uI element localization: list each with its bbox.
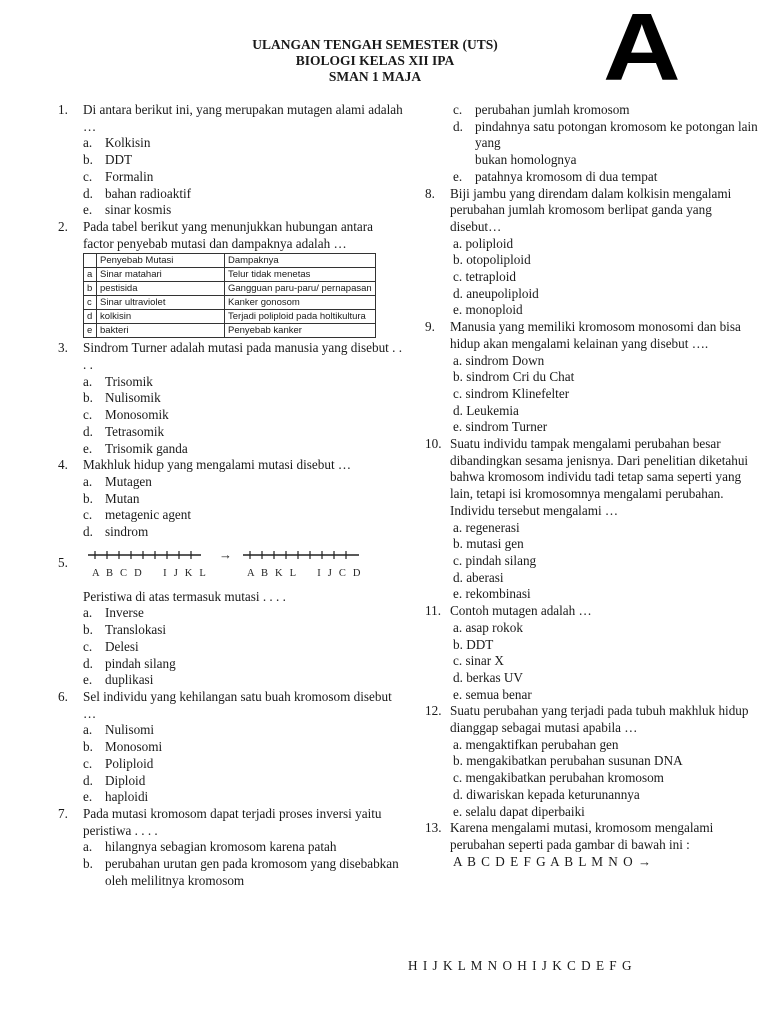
option-text: e. sindrom Turner <box>453 419 548 435</box>
chromosome-figure <box>83 543 388 583</box>
option-text: a. mengaktifkan perubahan gen <box>453 736 619 752</box>
table-cell: bakteri <box>97 324 225 338</box>
option-text: Tetrasomik <box>105 423 165 439</box>
question-12 <box>425 703 760 820</box>
question-5 <box>58 543 403 689</box>
option-letter: b. <box>83 856 93 872</box>
option-text: c. sindrom Klinefelter <box>453 385 570 401</box>
question-number: 3. <box>58 340 68 356</box>
transform-arrow: → <box>219 546 232 562</box>
left-column <box>58 102 403 889</box>
option-text: e. semua benar <box>453 686 532 702</box>
option-text: b. otopoliploid <box>453 252 531 268</box>
option-text: c. sinar X <box>453 653 504 669</box>
table-cell: kolkisin <box>97 310 225 324</box>
right-column <box>425 102 760 870</box>
table-cell: d <box>84 310 97 324</box>
question-number: 1. <box>58 102 68 117</box>
question-text: Suatu perubahan yang terjadi pada tubuh makhluk hidup dianggap sebagai mutasi apabila … <box>450 703 749 736</box>
table-cell: b <box>84 282 97 296</box>
option-letter: b. <box>83 622 93 638</box>
question-number: 12. <box>425 703 442 719</box>
table-cell: e <box>84 324 97 338</box>
question-number: 7. <box>58 805 68 821</box>
question-number: 8. <box>425 185 435 201</box>
option-text: metagenic agent <box>105 507 192 523</box>
option-letter: a. <box>83 722 93 738</box>
question-text: Sindrom Turner adalah mutasi pada manusia yang disebut . . . . <box>83 340 403 373</box>
question-number: 9. <box>425 319 435 335</box>
option-text: Nulisomi <box>105 722 155 738</box>
option-text: a. regenerasi <box>453 519 520 535</box>
header-subject: BIOLOGI KELAS XII IPA <box>295 53 455 68</box>
option-text: pindah silang <box>105 655 176 671</box>
option-letter: a. <box>83 373 93 389</box>
option-text: a. poliploid <box>453 235 514 251</box>
table-cell: c <box>84 296 97 310</box>
question-text: Karena mengalami mutasi, kromosom mengalami perubahan seperti pada gambar di bawah ini : <box>450 820 714 852</box>
option-letter: a. <box>83 839 93 855</box>
option-text: Delesi <box>105 638 139 654</box>
mutation-table <box>83 253 376 338</box>
option-letter: c. <box>83 168 93 184</box>
option-text: d. berkas UV <box>453 669 523 685</box>
option-text: perubahan urutan gen pada kromosom yang disebabkan oleh melilitnya kromosom <box>105 856 399 888</box>
option-text: Trisomik ganda <box>105 440 188 456</box>
option-text: Formalin <box>105 168 154 184</box>
option-text: a. asap rokok <box>453 619 523 635</box>
option-letter: c. <box>83 407 93 423</box>
table-header-effect: Dampaknya <box>225 254 376 268</box>
option-text: Poliploid <box>105 755 154 771</box>
table-cell: Sinar ultraviolet <box>97 296 225 310</box>
table-cell: Terjadi poliploid pada holtikultura <box>225 310 376 324</box>
option-text: Inverse <box>105 605 144 621</box>
option-text: c. tetraploid <box>453 269 516 285</box>
question-6 <box>58 689 403 806</box>
question-number: 4. <box>58 457 68 473</box>
option-letter: c. <box>453 102 463 117</box>
option-letter: b. <box>83 390 93 406</box>
table-cell: Kanker gonosom <box>225 296 376 310</box>
option-letter: d. <box>83 185 93 201</box>
option-text: DDT <box>105 152 133 168</box>
question-number: 10. <box>425 436 442 452</box>
question-number: 2. <box>58 218 68 234</box>
question-number: 13. <box>425 820 442 836</box>
option-letter: e. <box>83 789 93 805</box>
question-4 <box>58 457 403 541</box>
table-row <box>84 324 376 338</box>
question-text: Pada mutasi kromosom dapat terjadi proses inversi yaitu peristiwa . . . . <box>83 805 382 838</box>
option-letter: d. <box>83 655 93 671</box>
option-text: b. mengakibatkan perubahan susunan DNA <box>453 753 683 769</box>
table-cell: a <box>84 268 97 282</box>
exam-header <box>220 37 530 85</box>
option-text: sinar kosmis <box>105 202 172 218</box>
option-text: Monosomik <box>105 407 169 423</box>
option-letter: b. <box>83 490 93 506</box>
option-letter: e. <box>83 440 93 456</box>
question-1 <box>58 102 403 219</box>
option-text: bukan homolognya <box>475 152 577 168</box>
question-13 <box>425 820 760 870</box>
option-text: d. Leukemia <box>453 402 519 418</box>
option-letter: d. <box>83 772 93 788</box>
option-text: d. aneupoliploid <box>453 285 539 301</box>
option-text: hilangnya sebagian kromosom karena patah <box>105 839 337 855</box>
option-text: b. DDT <box>453 636 494 652</box>
option-text: e. rekombinasi <box>453 586 531 602</box>
question-text: Contoh mutagen adalah … <box>450 603 592 619</box>
option-text: b. mutasi gen <box>453 536 524 552</box>
question-text: Sel individu yang kehilangan satu buah kromosom disebut … <box>83 688 392 721</box>
option-letter: c. <box>83 755 93 771</box>
option-text: Translokasi <box>105 622 167 638</box>
header-title: ULANGAN TENGAH SEMESTER (UTS) <box>252 37 498 52</box>
option-letter: e. <box>83 672 93 688</box>
option-text: perubahan jumlah kromosom <box>475 102 630 117</box>
option-letter: a. <box>83 135 93 151</box>
question-8 <box>425 186 760 320</box>
option-text: bahan radioaktif <box>105 185 192 201</box>
option-letter: a. <box>83 473 93 489</box>
option-text: patahnya kromosom di dua tempat <box>475 168 658 184</box>
option-letter: e. <box>83 202 93 218</box>
header-school: SMAN 1 MAJA <box>328 69 422 84</box>
option-text: Nulisomik <box>105 390 161 406</box>
table-row <box>84 296 376 310</box>
question-11 <box>425 603 760 703</box>
table-cell: Telur tidak menetas <box>225 268 376 282</box>
table-row <box>84 310 376 324</box>
gene-labels-left: A B C D I J K L <box>92 567 209 579</box>
option-text: d. aberasi <box>453 569 504 585</box>
chromosome-sequence-after: H I J K L M N O H I J K C D E F G <box>408 958 633 973</box>
question-text: Di antara berikut ini, yang merupakan mutagen alami adalah … <box>83 102 403 134</box>
option-text: Diploid <box>105 772 146 788</box>
option-text: c. pindah silang <box>453 552 537 568</box>
option-letter: c. <box>83 638 93 654</box>
option-text: d. diwariskan kepada keturunannya <box>453 786 640 802</box>
question-number: 11. <box>425 603 441 619</box>
exam-version-letter: A <box>603 0 681 101</box>
option-text: e. selalu dapat diperbaiki <box>453 803 585 819</box>
option-text: Mutan <box>105 490 140 506</box>
table-cell: Gangguan paru-paru/ pernapasan <box>225 282 376 296</box>
option-text: b. sindrom Cri du Chat <box>453 369 575 385</box>
chromosome-sequence-before: A B C D E F G A B L M N O → <box>453 853 653 869</box>
question-7-continued <box>425 102 760 186</box>
table-cell: Penyebab kanker <box>225 324 376 338</box>
option-letter: c. <box>83 507 93 523</box>
option-letter: b. <box>83 152 93 168</box>
table-cell <box>84 254 97 268</box>
option-letter: d. <box>453 118 463 134</box>
question-text: Manusia yang memiliki kromosom monosomi dan bisa hidup akan mengalami kelainan yang disebut …. <box>450 319 741 351</box>
option-text: Trisomik <box>105 373 153 389</box>
option-text: c. mengakibatkan perubahan kromosom <box>453 770 664 786</box>
table-cell: pestisida <box>97 282 225 296</box>
question-number: 5. <box>58 554 68 570</box>
question-text: Peristiwa di atas termasuk mutasi . . . . <box>83 588 286 604</box>
question-text: Biji jambu yang direndam dalam kolkisin mengalami perubahan jumlah kromosom berlipat ganda yang disebut… <box>450 185 732 234</box>
option-text: duplikasi <box>105 672 154 688</box>
option-text: sindrom <box>105 524 149 540</box>
option-text: Kolkisin <box>105 135 151 151</box>
question-text: Pada tabel berikut yang menunjukkan hubungan antara factor penyebab mutasi dan dampaknya adalah … <box>83 218 374 251</box>
table-cell: Sinar matahari <box>97 268 225 282</box>
option-letter: d. <box>83 423 93 439</box>
option-text: a. sindrom Down <box>453 352 545 368</box>
option-text: Monosomi <box>105 739 163 755</box>
option-text: e. monoploid <box>453 302 523 318</box>
option-letter: d. <box>83 524 93 540</box>
gene-labels-right: A B K L I J C D <box>247 567 363 579</box>
option-letter: e. <box>453 168 463 184</box>
option-text: pindahnya satu potongan kromosom ke potongan lain yang <box>475 118 758 151</box>
question-2 <box>58 219 403 338</box>
option-letter: a. <box>83 605 93 621</box>
option-letter: b. <box>83 739 93 755</box>
question-number: 6. <box>58 688 68 704</box>
question-3 <box>58 340 403 457</box>
question-text: Makhluk hidup yang mengalami mutasi disebut … <box>83 457 352 473</box>
option-text: Mutagen <box>105 473 152 489</box>
table-row <box>84 268 376 282</box>
question-text: Suatu individu tampak mengalami perubahan besar dibandingkan sesama jenisnya. Dari penelitian diketahui bahwa kromosom individu tadi tetap sama seperti yang lain, tetapi isi kromosomnya mengalami perubahan. Individu tersebut mengalami … <box>450 436 749 518</box>
chromosome-diagram <box>58 543 403 589</box>
table-header-row <box>84 254 376 268</box>
question-10 <box>425 436 760 603</box>
option-text: haploidi <box>105 789 149 805</box>
table-header-cause: Penyebab Mutasi <box>97 254 225 268</box>
table-row <box>84 282 376 296</box>
question-7 <box>58 806 403 890</box>
question-9 <box>425 319 760 436</box>
